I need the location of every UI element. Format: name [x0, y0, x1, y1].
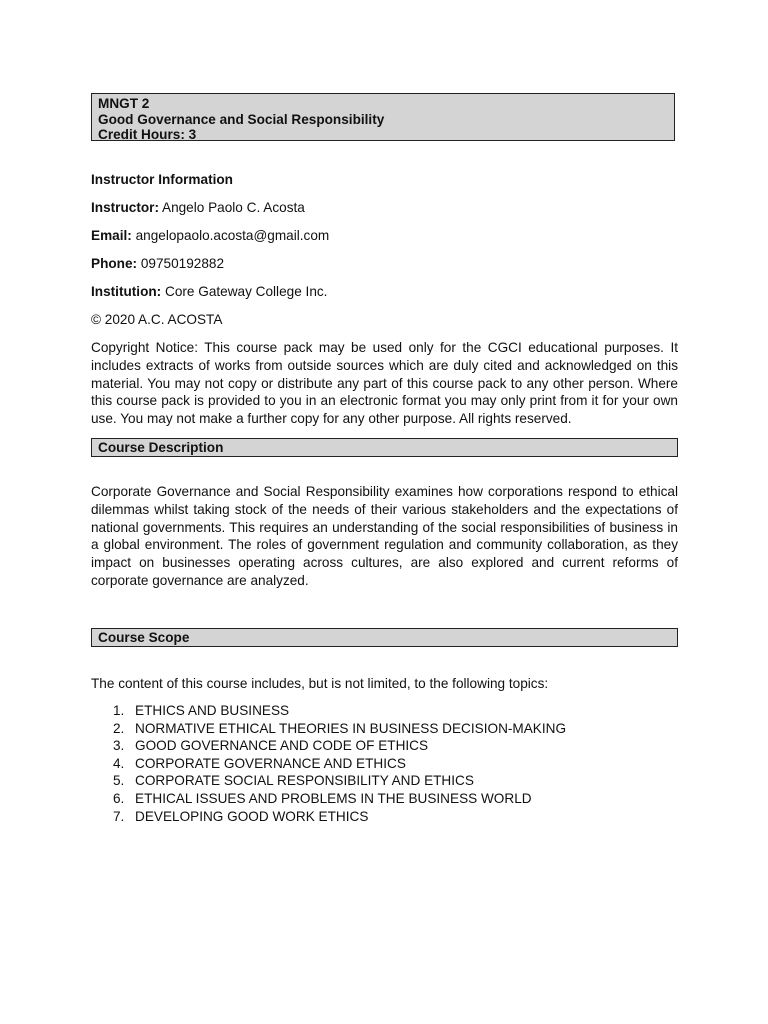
topic-number: 7. [113, 808, 125, 824]
course-description-body: Corporate Governance and Social Responsibility examines how corporations respond to ethical dilemmas whilst taking stock of the needs of their various stakeholders and the expectations of national governments. This requires an understanding of the social responsibilities of business in a global environment. The roles of government regulation and community collaboration, as they impact on businesses operating across cultures, are also explored and current reforms of corporate governance are analyzed. [91, 484, 678, 588]
topic-number: 4. [113, 755, 125, 771]
list-item [91, 737, 566, 755]
email-row [91, 227, 329, 244]
topic-text: CORPORATE GOVERNANCE AND ETHICS [135, 755, 406, 771]
course-header-box [91, 93, 675, 141]
topic-number: 2. [113, 720, 125, 736]
topic-number: 3. [113, 738, 125, 754]
credit-hours: Credit Hours: 3 [98, 127, 197, 142]
copyright-notice: Copyright Notice: This course pack may be used only for the CGCI educational purposes. It includes extracts of works from outside sources which are duly cited and acknowledged on this material. You may not copy or distribute any part of this course pack to any other person. Where this course pack is provided to you in an electronic format you may only print from it for your own use. You may not make a further copy for any other purpose. All rights reserved. [91, 340, 678, 427]
list-item [91, 702, 566, 720]
topic-number: 6. [113, 790, 125, 806]
list-item [91, 755, 566, 773]
topic-text: DEVELOPING GOOD WORK ETHICS [135, 808, 369, 824]
course-title: Good Governance and Social Responsibility [98, 111, 385, 127]
course-scope-header: Course Scope [91, 628, 678, 647]
topic-text: ETHICAL ISSUES AND PROBLEMS IN THE BUSINESS WORLD [135, 790, 532, 806]
course-code: MNGT 2 [98, 96, 150, 111]
list-item [91, 720, 566, 738]
institution-label: Institution: [91, 284, 162, 299]
topic-text: GOOD GOVERNANCE AND CODE OF ETHICS [135, 738, 429, 754]
list-item [91, 808, 566, 826]
phone-label: Phone: [91, 256, 138, 271]
course-scope-intro: The content of this course includes, but is not limited, to the following topics: [91, 676, 549, 691]
instructor-row [91, 199, 305, 216]
list-item [91, 790, 566, 808]
instructor-section-title: Instructor Information [91, 172, 233, 187]
list-item [91, 772, 566, 790]
institution-row [91, 283, 327, 300]
email-value: angelopaolo.acosta@gmail.com [135, 228, 330, 243]
institution-value: Core Gateway College Inc. [165, 284, 328, 299]
copyright-line: © 2020 A.C. ACOSTA [91, 312, 223, 327]
email-label: Email: [91, 228, 132, 243]
topic-text: ETHICS AND BUSINESS [135, 703, 290, 718]
topic-text: NORMATIVE ETHICAL THEORIES IN BUSINESS DECISION-MAKING [135, 720, 567, 736]
instructor-label: Instructor: [91, 200, 159, 215]
instructor-name: Angelo Paolo C. Acosta [162, 200, 305, 215]
topic-number: 5. [113, 773, 125, 789]
phone-row [91, 255, 224, 272]
phone-value: 09750192882 [140, 256, 225, 271]
course-description-header: Course Description [91, 438, 678, 457]
topic-number: 1. [113, 703, 125, 718]
topic-list [91, 702, 566, 825]
topic-text: CORPORATE SOCIAL RESPONSIBILITY AND ETHICS [135, 773, 474, 789]
